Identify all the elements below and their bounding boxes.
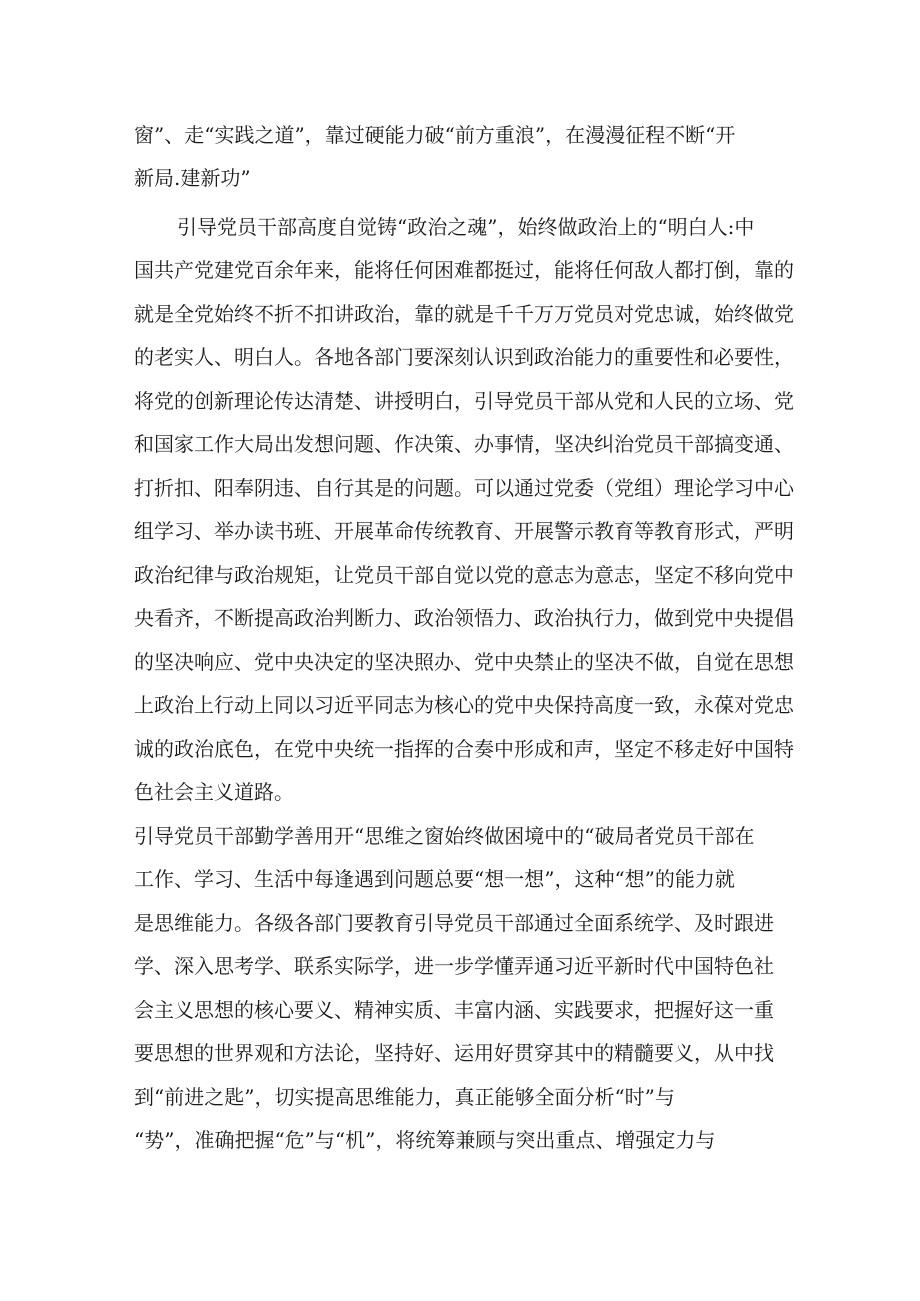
text-line: 组学习、举办读书班、开展革命传统教育、开展警示教育等教育形式，严明: [134, 519, 794, 543]
text-line: 新局.建新功”: [134, 166, 251, 190]
text-line: 工作、学习、生活中每逢遇到问题总要“想一想”，这种“想”的能力就: [134, 867, 735, 891]
text-line: 诚的政治底色，在党中央统一指挥的合奏中形成和声，坚定不移走好中国特: [134, 737, 794, 761]
text-line: 学、深入思考学、联系实际学，进一步学懂弄通习近平新时代中国特色社: [134, 954, 774, 978]
text-line: “势”，准确把握“危”与“机”，将统筹兼顾与突出重点、增强定力与: [134, 1128, 716, 1152]
text-line: 要思想的世界观和方法论，坚持好、运用好贯穿其中的精髓要义，从中找: [134, 1041, 774, 1065]
text-line: 政治纪律与政治规矩，让党员干部自觉以党的意志为意志，坚定不移向党中: [134, 563, 794, 587]
text-line: 的坚决响应、党中央决定的坚决照办、党中央禁止的坚决不做，自觉在思想: [134, 650, 794, 674]
text-line: 引导党员干部勤学善用开“思维之窗始终做困境中的“破局者党员干部在: [134, 824, 755, 848]
text-line: 上政治上行动上同以习近平同志为核心的党中央保持高度一致，永葆对党忠: [134, 693, 794, 717]
text-line: 国共产党建党百余年来，能将任何困难都挺过，能将任何敌人都打倒，靠的: [134, 258, 794, 282]
text-line: 将党的创新理论传达清楚、讲授明白，引导党员干部从党和人民的立场、党: [134, 389, 794, 413]
text-line: 是思维能力。各级各部门要教育引导党员干部通过全面系统学、及时跟进: [134, 911, 774, 935]
text-line: 央看齐，不断提高政治判断力、政治领悟力、政治执行力，做到党中央提倡: [134, 606, 794, 630]
text-line: 就是全党始终不折不扣讲政治，靠的就是千千万万党员对党忠诚，始终做党: [134, 302, 794, 326]
text-line: 会主义思想的核心要义、精神实质、丰富内涵、实践要求，把握好这一重: [134, 998, 774, 1022]
text-line: 打折扣、阳奉阴违、自行其是的问题。可以通过党委（党组）理论学习中心: [134, 476, 794, 500]
text-line: 色社会主义道路。: [134, 780, 294, 804]
text-line: 到“前进之匙”，切实提高思维能力，真正能够全面分析“时”与: [134, 1085, 675, 1109]
text-line: 和国家工作大局出发想问题、作决策、办事情，坚决纠治党员干部搞变通、: [134, 432, 794, 456]
text-line: 窗”、走“实践之道”，靠过硬能力破“前方重浪”，在漫漫征程不断“开: [134, 123, 736, 147]
text-line: 的老实人、明白人。各地各部门要深刻认识到政治能力的重要性和必要性，: [134, 345, 794, 369]
text-line: 引导党员干部高度自觉铸“政治之魂”，始终做政治上的“明白人:中: [177, 215, 755, 239]
